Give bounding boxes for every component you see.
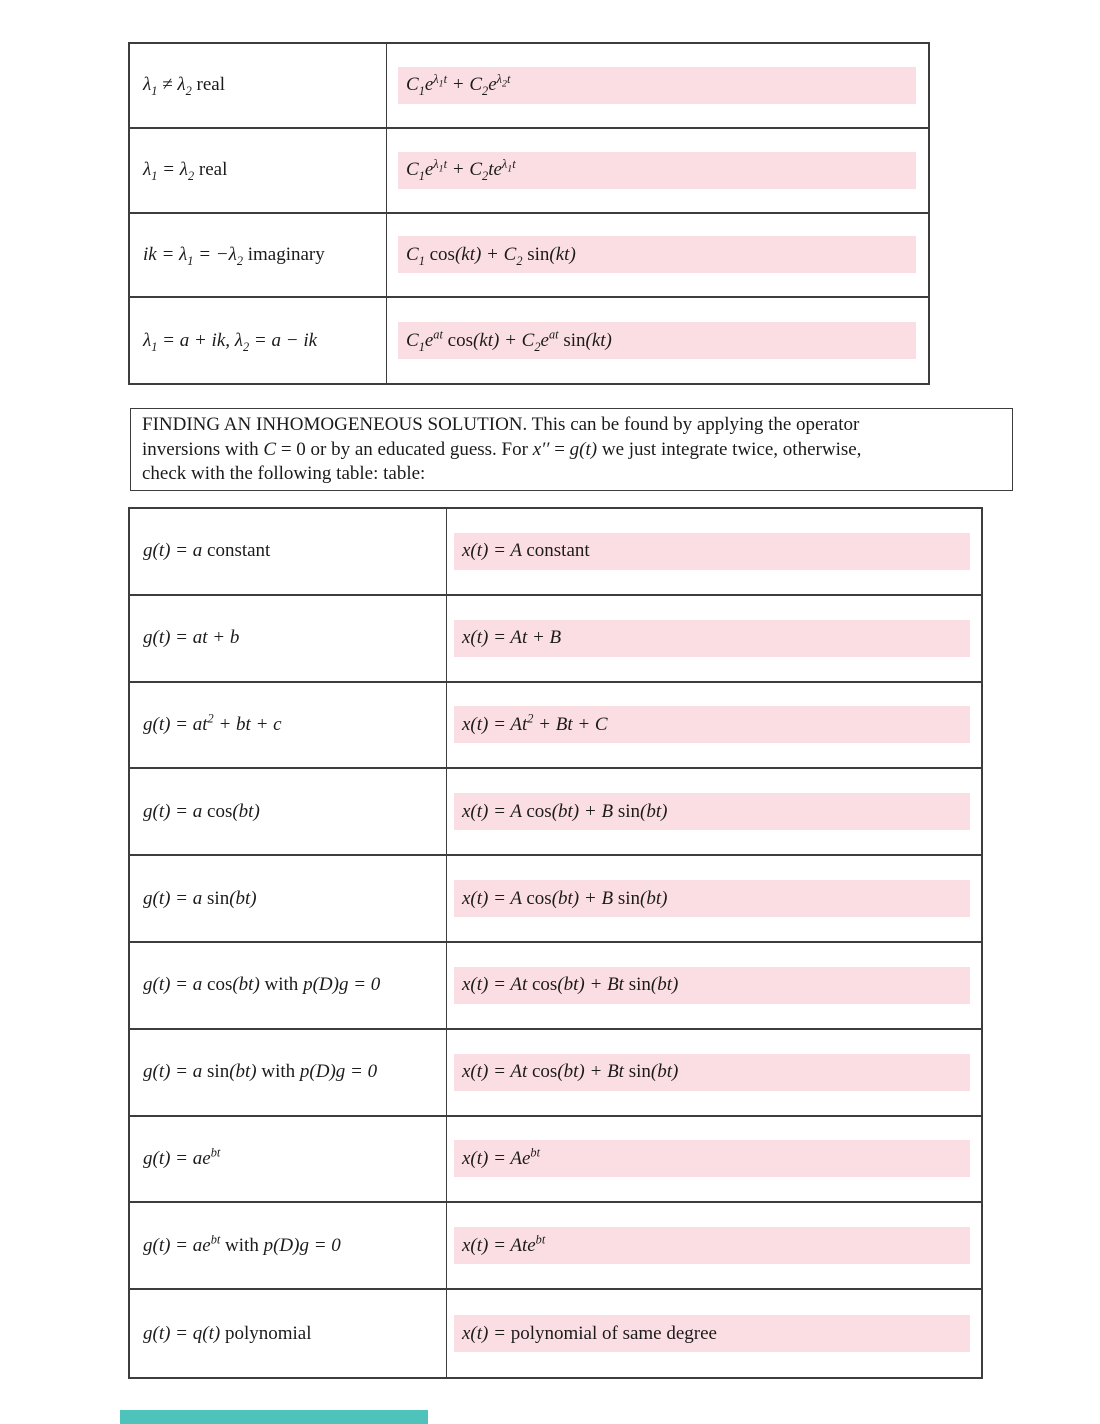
condition-cell	[130, 129, 387, 214]
g-formula: g(t) = at + b	[143, 627, 240, 649]
cloze-highlight	[454, 793, 970, 830]
g-cell	[130, 1290, 447, 1377]
g-formula: g(t) = a constant	[143, 540, 271, 562]
cloze-highlight	[454, 1140, 970, 1177]
solution-formula: $C_1e^{\lambda_1t} + C_2te^{\lambda_1t}$	[406, 156, 516, 183]
solution-formula: $C_1e^{at}$ $\cos(kt) + C_2e^{at}$ sin(kt)	[406, 327, 612, 354]
x-formula: $x(t) = At^2 + Bt + C$	[462, 711, 608, 735]
x-formula: x(t) = polynomial of same degree	[462, 1322, 717, 1344]
g-formula: g(t) = q(t) polynomial	[143, 1322, 312, 1344]
x-formula: x(t) = At + B	[462, 627, 562, 649]
g-cell	[130, 596, 447, 683]
solution-cell	[387, 298, 928, 383]
cloze-highlight	[398, 67, 916, 104]
inhomogeneous-guess-table	[128, 507, 983, 1379]
solution-formula: $C_1e^{\lambda_1t} + C_2e^{\lambda_2t}$	[406, 72, 511, 99]
solution-cell	[387, 44, 928, 129]
g-formula: g(t) = a sin(bt) with p(D)g = 0	[143, 1061, 378, 1083]
x-cell	[447, 596, 981, 683]
cloze-highlight	[454, 620, 970, 657]
g-cell	[130, 856, 447, 943]
cloze-highlight	[454, 1054, 970, 1091]
x-cell	[447, 683, 981, 770]
g-formula: g(t) = a cos(bt)	[143, 800, 260, 822]
note-text-line: check with the following table: table:	[142, 463, 426, 485]
x-formula: x(t) = A constant	[462, 540, 590, 562]
cloze-highlight	[398, 322, 916, 359]
solution-formula: $C_1$ $\cos(kt) + C_2$ sin(kt)	[406, 243, 576, 268]
g-formula: $g(t) = ae^{bt}$ with p(D)g = 0	[143, 1232, 341, 1256]
g-cell	[130, 683, 447, 770]
g-formula: $g(t) = ae^{bt}$	[143, 1145, 221, 1169]
x-cell	[447, 509, 981, 596]
g-cell	[130, 943, 447, 1030]
cloze-highlight	[398, 236, 916, 273]
note-text-line: inversions with C = 0 or by an educated guess. For x′′ = g(t) we just integrate twice, otherwise,	[142, 438, 862, 460]
condition-formula: $\lambda_1 = \lambda_2$ real	[143, 159, 228, 183]
cloze-highlight	[454, 880, 970, 917]
cloze-highlight	[454, 1227, 970, 1264]
solution-cell	[387, 214, 928, 299]
x-cell	[447, 769, 981, 856]
cloze-highlight	[454, 706, 970, 743]
note-text-line: FINDING AN INHOMOGENEOUS SOLUTION. This can be found by applying the operator	[142, 414, 860, 435]
condition-formula: $\lambda_1 \ne \lambda_2$ real	[143, 74, 225, 99]
g-formula: $g(t) = at^2$ + bt + c	[143, 711, 282, 735]
g-cell	[130, 1117, 447, 1204]
solution-cell	[387, 129, 928, 214]
cloze-highlight	[454, 1315, 970, 1352]
cloze-highlight	[454, 967, 970, 1004]
condition-cell	[130, 44, 387, 129]
g-cell	[130, 769, 447, 856]
x-cell	[447, 943, 981, 1030]
g-formula: g(t) = a sin(bt)	[143, 887, 257, 909]
g-formula: g(t) = a cos(bt) with p(D)g = 0	[143, 974, 381, 996]
x-cell	[447, 1030, 981, 1117]
partial-teal-highlight	[120, 1410, 428, 1424]
condition-cell	[130, 214, 387, 299]
condition-formula: $\lambda_1 = a$ + ik, $\lambda_2 = a$ − ik	[143, 329, 318, 354]
condition-formula: ik = $\lambda_1 = -\lambda_2$ imaginary	[143, 243, 325, 268]
cloze-highlight	[454, 533, 970, 570]
x-cell	[447, 1290, 981, 1377]
x-formula: x(t) = At cos(bt) + Bt sin(bt)	[462, 974, 679, 996]
homogeneous-solutions-table	[128, 42, 930, 385]
x-formula: x(t) = Ate$^{bt}$	[462, 1232, 546, 1256]
g-cell	[130, 1030, 447, 1117]
x-cell	[447, 1203, 981, 1290]
inhomogeneous-note-box	[130, 408, 1013, 491]
x-formula: $x(t) = Ae^{bt}$	[462, 1145, 540, 1169]
x-cell	[447, 1117, 981, 1204]
cloze-highlight	[398, 152, 916, 189]
x-formula: x(t) = A cos(bt) + B sin(bt)	[462, 800, 668, 822]
g-cell	[130, 1203, 447, 1290]
x-formula: x(t) = At cos(bt) + Bt sin(bt)	[462, 1061, 679, 1083]
g-cell	[130, 509, 447, 596]
condition-cell	[130, 298, 387, 383]
x-formula: x(t) = A cos(bt) + B sin(bt)	[462, 887, 668, 909]
x-cell	[447, 856, 981, 943]
